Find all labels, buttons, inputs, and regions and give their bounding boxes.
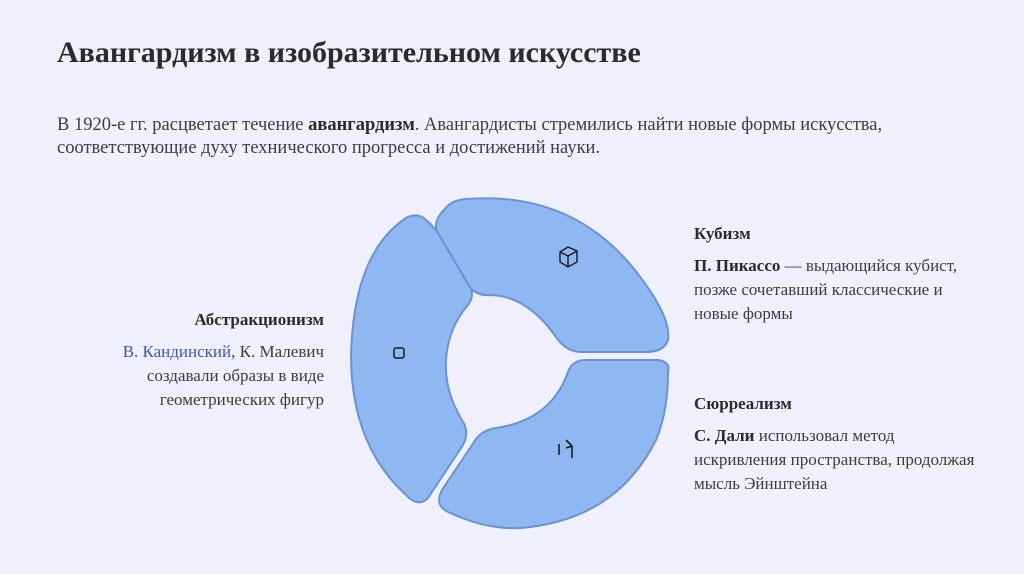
intro-text-end: . Авангардисты стремились найти новые формы искусства, соответствующие духу технического прогресса и достижений науки.: [57, 115, 883, 158]
intro-bold-term: авангардизм: [308, 115, 415, 135]
intro-text-start: В 1920-е гг. расцветает течение: [57, 115, 309, 135]
kandinsky-link[interactable]: В. Кандинский: [122, 342, 232, 361]
cubism-heading: Кубизм: [694, 224, 751, 243]
surrealism-heading: Сюрреализм: [694, 394, 792, 413]
cycle-diagram: [346, 190, 676, 535]
surrealism-block: [694, 392, 984, 496]
segment-abstraction: [351, 215, 472, 502]
abstraction-block: [60, 308, 324, 412]
page-title: Авангардизм в изобразительном искусстве: [57, 36, 641, 69]
abstraction-text: , К. Малевич создавали образы в виде геометрических фигур: [146, 342, 324, 409]
dali-name: С. Дали: [694, 426, 755, 445]
segment-cubism: [436, 198, 668, 352]
cubism-block: [694, 222, 984, 326]
abstraction-heading: Абстракционизм: [194, 310, 324, 329]
segment-surrealism: [439, 360, 668, 528]
picasso-name: П. Пикассо: [694, 256, 781, 275]
cubism-text: — выдающийся кубист, позже сочетавший классические и новые формы: [694, 256, 958, 323]
intro-paragraph: [57, 114, 957, 160]
surrealism-text: использовал метод искривления пространства, продолжая мысль Эйнштейна: [694, 426, 975, 493]
